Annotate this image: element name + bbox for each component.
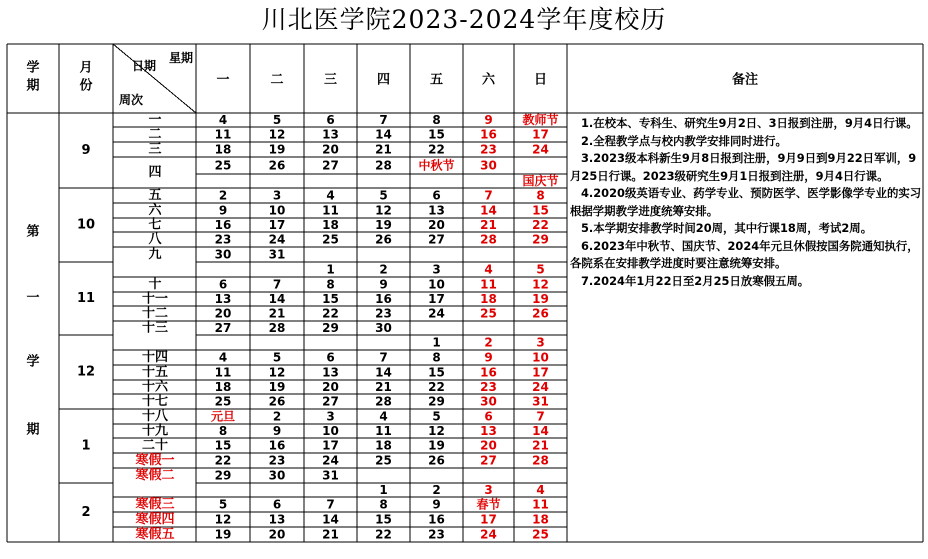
day-cell: 24: [532, 142, 549, 157]
week-number: 七: [148, 217, 162, 233]
day-cell: 21: [268, 306, 286, 321]
day-cell: 11: [375, 424, 392, 438]
day-cell: 4: [326, 188, 335, 203]
notes-column: [570, 115, 922, 290]
day-cell: 9: [218, 203, 228, 218]
day-cell: 31: [268, 247, 286, 262]
day-cell: 18: [532, 512, 549, 527]
day-cell: 25: [214, 158, 232, 173]
week-number: 寒假四: [135, 512, 175, 527]
day-cell: 20: [428, 218, 445, 232]
week-number: 十九: [141, 423, 169, 439]
day-cell: 10: [532, 350, 549, 365]
day-cell: 1: [326, 262, 335, 277]
day-cell: 24: [532, 380, 549, 394]
day-cell: 4: [379, 409, 388, 424]
week-number: 十二: [141, 306, 169, 321]
header-weekday-3: 三: [323, 72, 338, 88]
header-month-char: 份: [79, 78, 93, 94]
day-cell: 16: [214, 218, 232, 232]
day-cell: 6: [326, 350, 335, 365]
day-cell: 14: [480, 203, 497, 218]
day-cell: 18: [214, 380, 232, 394]
day-cell: 27: [428, 232, 445, 247]
day-cell: 23: [428, 527, 445, 542]
week-number: 十五: [141, 365, 169, 380]
week-number: 六: [148, 203, 162, 218]
day-cell: 5: [379, 188, 388, 203]
week-number: 十六: [141, 379, 169, 395]
day-cell: 3: [326, 409, 335, 424]
week-number: 十: [148, 277, 162, 292]
semester-label-char: 第: [26, 224, 40, 240]
day-cell: 25: [480, 306, 497, 321]
day-cell: 26: [428, 453, 445, 468]
day-cell: 16: [428, 512, 445, 527]
day-cell: 19: [268, 142, 286, 157]
day-cell: 24: [480, 527, 497, 542]
day-cell: 18: [214, 142, 232, 157]
day-cell: 14: [322, 512, 339, 527]
day-cell: 2: [272, 409, 282, 424]
day-cell: 26: [268, 394, 286, 409]
month-label: 12: [76, 364, 96, 380]
day-cell: 18: [322, 218, 339, 232]
week-number: 八: [148, 232, 162, 247]
day-cell: 11: [322, 203, 339, 218]
day-cell: 春节: [476, 497, 501, 512]
day-cell: 25: [322, 232, 339, 247]
week-number: 寒假一: [135, 453, 175, 468]
day-cell: 30: [268, 468, 286, 483]
week-number: 一: [148, 112, 162, 128]
header-weekday-4: 四: [376, 72, 391, 88]
header-weekday-5: 五: [429, 72, 444, 88]
day-cell: 9: [484, 113, 493, 127]
day-cell: 7: [536, 409, 545, 424]
day-cell: 6: [484, 409, 493, 424]
header-month-char: 月: [79, 60, 93, 76]
header-semester-char: 学: [26, 60, 40, 76]
day-cell: 29: [322, 321, 339, 335]
day-cell: 14: [532, 424, 549, 438]
day-cell: 12: [375, 203, 392, 218]
day-cell: 13: [322, 127, 339, 142]
day-cell: 教师节: [522, 113, 559, 127]
day-cell: 12: [268, 127, 286, 142]
day-cell: 24: [268, 232, 286, 247]
day-cell: 28: [375, 158, 392, 173]
day-cell: 30: [480, 158, 497, 173]
header-weeknum-label: 周次: [118, 93, 144, 107]
day-cell: 7: [272, 277, 282, 292]
note-item: 1.在校本、专科生、研究生9月2日、3日报到注册，9月4日行课。: [581, 116, 918, 130]
day-cell: 16: [480, 127, 497, 142]
day-cell: 13: [428, 203, 445, 218]
day-cell: 12: [268, 365, 286, 380]
note-item: 7.2024年1月22日至2月25日放寒假五周。: [581, 273, 810, 288]
week-number: 十七: [141, 394, 169, 409]
day-cell: 15: [532, 203, 549, 218]
day-cell: 7: [326, 497, 335, 512]
day-cell: 13: [480, 424, 497, 438]
header-weekday-label: 星期: [168, 51, 194, 65]
day-cell: 8: [536, 188, 545, 203]
day-cell: 元旦: [210, 409, 236, 424]
day-cell: 15: [428, 365, 445, 380]
day-cell: 3: [432, 262, 441, 277]
day-cell: 20: [322, 142, 339, 157]
day-cell: 9: [484, 350, 493, 365]
day-cell: 10: [428, 277, 445, 292]
day-cell: 31: [322, 468, 339, 483]
day-cell: 15: [322, 292, 339, 306]
day-cell: 中秋节: [418, 158, 455, 173]
day-cell: 21: [375, 380, 392, 394]
day-cell: 8: [379, 497, 388, 512]
day-cell: 14: [268, 292, 286, 306]
day-cell: 14: [375, 365, 392, 380]
day-cell: 2: [484, 335, 493, 350]
day-cell: 9: [379, 277, 388, 292]
day-cell: 27: [322, 158, 339, 173]
day-cell: 8: [326, 277, 335, 292]
day-cell: 17: [532, 127, 549, 142]
day-cell: 12: [428, 424, 445, 438]
day-cell: 10: [268, 203, 286, 218]
day-cell: 20: [322, 380, 339, 394]
day-cell: 4: [218, 350, 228, 365]
day-cell: 7: [379, 350, 388, 365]
month-label: 10: [76, 217, 96, 233]
day-cell: 22: [214, 453, 232, 468]
day-cell: 23: [480, 380, 497, 394]
day-cell: 22: [532, 218, 549, 232]
week-number: 二十: [141, 438, 169, 453]
week-number: 十一: [141, 291, 169, 307]
day-cell: 4: [484, 262, 493, 277]
day-cell: 30: [375, 321, 392, 335]
week-number: 三: [148, 142, 162, 157]
day-cell: 2: [218, 188, 228, 203]
day-cell: 31: [532, 394, 549, 409]
day-cell: 5: [536, 262, 545, 277]
header-weekday-7: 日: [533, 72, 548, 88]
day-cell: 1: [432, 335, 441, 350]
day-cell: 7: [379, 113, 388, 127]
day-cell: 19: [532, 292, 549, 306]
note-item: 3.2023级本科新生9月8日报到注册，9月9日到9月22日军训，9月25日行课。2023级研究生9月1日报到注册，9月4日行课。: [570, 151, 917, 183]
header-weekday-1: 一: [216, 72, 230, 88]
day-cell: 19: [214, 527, 232, 542]
day-cell: 20: [268, 527, 286, 542]
day-cell: 19: [428, 438, 445, 453]
day-cell: 17: [428, 292, 445, 306]
day-cell: 15: [428, 127, 445, 142]
day-cell: 25: [375, 453, 392, 468]
day-cell: 17: [480, 512, 497, 527]
day-cell: 国庆节: [522, 174, 559, 188]
day-cell: 28: [532, 453, 549, 468]
day-cell: 6: [218, 277, 228, 292]
note-item: 4.2020级英语专业、药学专业、预防医学、医学影像学专业的实习根据学期教学进度统筹安排。: [570, 186, 922, 218]
day-cell: 27: [480, 453, 497, 468]
month-label: 2: [81, 505, 91, 520]
day-cell: 20: [480, 438, 497, 453]
day-cell: 23: [480, 142, 497, 157]
day-cell: 8: [218, 424, 228, 438]
day-cell: 22: [375, 527, 392, 542]
day-cell: 15: [375, 512, 392, 527]
day-cell: 5: [272, 350, 282, 365]
day-cell: 17: [268, 218, 286, 232]
semester-label-char: 一: [26, 290, 40, 306]
header-weekday-2: 二: [270, 72, 284, 88]
day-cell: 21: [480, 218, 497, 232]
week-number: 五: [148, 188, 162, 203]
header-notes-label: 备注: [731, 72, 759, 88]
week-number: 二: [148, 127, 162, 142]
day-cell: 9: [432, 497, 441, 512]
day-cell: 12: [532, 277, 549, 292]
day-cell: 28: [268, 321, 286, 335]
day-cell: 13: [268, 512, 286, 527]
day-cell: 13: [322, 365, 339, 380]
day-cell: 8: [432, 113, 441, 127]
day-cell: 6: [432, 188, 441, 203]
day-cell: 17: [322, 438, 339, 453]
week-number: 寒假三: [135, 497, 175, 512]
header-date-label: 日期: [131, 59, 157, 73]
day-cell: 22: [428, 142, 445, 157]
day-cell: 1: [379, 483, 388, 497]
day-cell: 5: [272, 113, 282, 127]
day-cell: 22: [322, 306, 339, 321]
month-label: 9: [81, 143, 91, 158]
semester-label-char: 期: [26, 422, 40, 438]
day-cell: 26: [532, 306, 549, 321]
day-cell: 23: [214, 232, 232, 247]
day-cell: 21: [322, 527, 339, 542]
day-cell: 24: [322, 453, 339, 468]
day-cell: 30: [480, 394, 497, 409]
day-cell: 21: [532, 438, 549, 453]
day-cell: 8: [432, 350, 441, 365]
day-cell: 18: [480, 292, 497, 306]
day-cell: 12: [214, 512, 232, 527]
day-cell: 11: [532, 497, 549, 512]
day-cell: 26: [268, 158, 286, 173]
note-item: 2.全程教学点与校内教学安排同时进行。: [581, 133, 787, 148]
day-cell: 19: [268, 380, 286, 394]
day-cell: 29: [214, 468, 232, 483]
day-cell: 27: [214, 321, 232, 335]
day-cell: 16: [268, 438, 286, 453]
day-cell: 16: [375, 292, 392, 306]
day-cell: 29: [428, 394, 445, 409]
day-cell: 28: [375, 394, 392, 409]
day-cell: 4: [218, 113, 228, 127]
day-cell: 5: [432, 409, 441, 424]
day-cell: 24: [428, 306, 445, 321]
week-number: 四: [148, 165, 162, 180]
day-cell: 4: [536, 483, 545, 497]
week-number: 十四: [141, 350, 169, 365]
note-item: 6.2023年中秋节、国庆节、2024年元旦休假按国务院通知执行，各院系在安排教学进度时要注意统筹安排。: [570, 238, 919, 270]
day-cell: 23: [375, 306, 392, 321]
day-cell: 5: [218, 497, 228, 512]
week-number: 十三: [141, 320, 169, 336]
day-cell: 28: [480, 232, 497, 247]
day-cell: 15: [214, 438, 232, 453]
day-cell: 17: [532, 365, 549, 380]
week-number: 寒假二: [135, 468, 175, 483]
week-number: 十八: [141, 409, 169, 424]
day-cell: 27: [322, 394, 339, 409]
month-label: 11: [76, 291, 96, 306]
day-cell: 7: [484, 188, 493, 203]
day-cell: 6: [272, 497, 282, 512]
semester-label-char: 学: [26, 354, 40, 370]
header-weekday-6: 六: [481, 72, 496, 88]
week-number: 九: [148, 247, 162, 262]
day-cell: 29: [532, 232, 549, 247]
day-cell: 11: [214, 127, 232, 142]
day-cell: 26: [375, 232, 392, 247]
day-cell: 30: [214, 247, 232, 262]
day-cell: 25: [532, 527, 549, 542]
page-title: 川北医学院2023-2024学年度校历: [261, 5, 667, 34]
day-cell: 11: [214, 365, 232, 380]
day-cell: 25: [214, 394, 232, 409]
day-cell: 3: [484, 483, 493, 497]
day-cell: 16: [480, 365, 497, 380]
day-cell: 3: [272, 188, 282, 203]
header-semester-char: 期: [26, 78, 40, 94]
day-cell: 18: [375, 438, 392, 453]
day-cell: 22: [428, 380, 445, 394]
note-item: 5.本学期安排教学时间20周，其中行课18周，考试2周。: [581, 221, 873, 235]
day-cell: 2: [432, 483, 441, 497]
day-cell: 21: [375, 142, 392, 157]
day-cell: 23: [268, 453, 286, 468]
week-number: 寒假五: [135, 527, 175, 542]
day-cell: 6: [326, 113, 335, 127]
day-cell: 13: [214, 292, 232, 306]
day-cell: 3: [536, 335, 545, 350]
day-cell: 11: [480, 277, 497, 292]
day-cell: 2: [379, 262, 388, 277]
day-cell: 9: [272, 424, 282, 438]
day-cell: 10: [322, 424, 339, 438]
day-cell: 19: [375, 218, 392, 232]
day-cell: 20: [214, 306, 232, 321]
day-cell: 14: [375, 127, 392, 142]
month-label: 1: [81, 438, 91, 454]
